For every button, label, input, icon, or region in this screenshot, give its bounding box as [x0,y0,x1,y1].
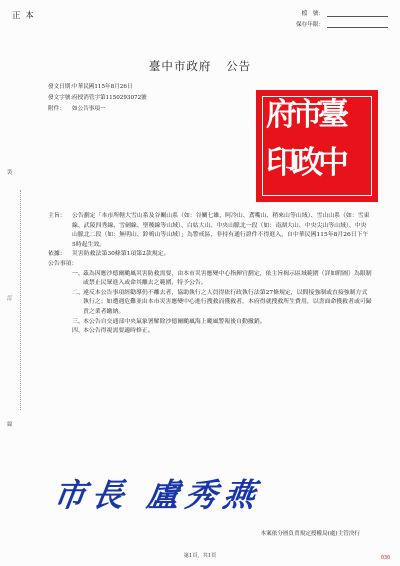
basis-text: 災害防救法第30條第1項第2款規定。 [72,251,170,258]
meta-block [262,6,388,28]
item-text: 本公告得視需要適時修正。 [83,328,154,335]
seal-char: 中 [318,145,349,181]
attachment-row [48,104,147,115]
date-label: 發文日期： [48,84,76,90]
copy-mark: 正 本 [12,11,35,21]
list-item [72,327,372,337]
seal-char: 市 [292,97,323,133]
retention-label: 保存年限： [296,22,324,28]
stamp-number: 030 [380,555,390,561]
item-number: 四、 [72,328,84,335]
official-seal [256,90,378,202]
basis-label: 依據： [48,251,66,258]
title-org: 臺中市政府 [148,59,212,73]
binding-line [20,190,21,410]
issue-info [48,82,147,115]
date-row [48,82,147,93]
page-number: 第1頁，共1頁 [183,553,217,559]
items-label: 公告事項： [48,260,78,267]
list-item [72,289,372,318]
item-number: 三、 [72,318,84,325]
list-item [72,318,372,328]
date-value: 中華民國115年8月26日 [72,84,133,90]
retention-line [327,19,388,28]
file-no-line [327,8,388,17]
seal-char: 政 [292,145,323,181]
items-heading [48,260,372,270]
page-title [0,58,400,74]
items-list [48,270,372,337]
notice-body [48,212,372,337]
mayor-signature: 市長 盧秀燕 [51,476,264,514]
subject-section [48,212,372,250]
item-text: 違反本公告事項經勸導仍不離去者，協助執行之人員得依行政執行法第27條規定，以間接強制或直接強制方式執行之；如遭遇危難並由本市災害應變中心進行搜救而獲救者，本府得就搜救所生費用，以書面命獲救者或可歸責之業者繳納。 [83,289,372,315]
number-row [48,93,147,104]
seal-char: 印 [266,145,297,181]
binding-mark-middle: 訂 [7,296,13,302]
basis-section [48,250,372,260]
file-no-row [262,6,388,17]
attachment-value: 如公告事項一 [72,106,106,112]
subject-label: 主旨： [48,213,66,219]
item-number: 一、 [72,270,84,277]
binding-mark-bottom: 線 [7,422,13,428]
number-label: 發文字號： [48,95,76,101]
title-kind: 公告 [226,59,252,73]
retention-row [262,17,388,28]
file-no-label: 檔 號： [301,11,324,17]
subject-text: 公告劃定「本市所轄大雪山系及谷關山系（如：谷關七雄、阿冷山、鳶嘴山、稍來山等山域）、雪山山系（如：雪東線、武陵四秀線、雪劍線、聖稜線等山域）、白姑大山、中央山脈北一段（如：南湖大山、中央尖山等山域）、中央山脈北二段（如：無明山、鈴鳴山等山域）」為警戒區，非持有通行證件不得進入，自中華民國115年8月26日下午5時起生效。 [72,213,370,248]
seal-char: 臺 [318,97,349,133]
item-text: 茲為因應沙德爾颱風災害防救需要，由本市災害應變中心指揮官劃定，依主旨揭示區域範圍（詳如附圖）為限制或禁止民眾進入或命其離去之範圍，特予公告。 [83,270,372,287]
binding-mark-top: 裝 [7,170,13,176]
attachment-label: 附件： [48,106,65,112]
list-item [72,270,372,289]
seal-char: 府 [266,97,297,133]
number-value: 府授消管字第1150293072號 [72,95,147,101]
item-number: 二、 [72,289,84,296]
item-text: 本公告自交通部中央氣象署解除沙德爾颱風海上颱風警報後自動撤銷。 [83,318,266,325]
delegation-footnote: 本案依分層負責規定授權局(處)主管決行 [260,531,360,537]
